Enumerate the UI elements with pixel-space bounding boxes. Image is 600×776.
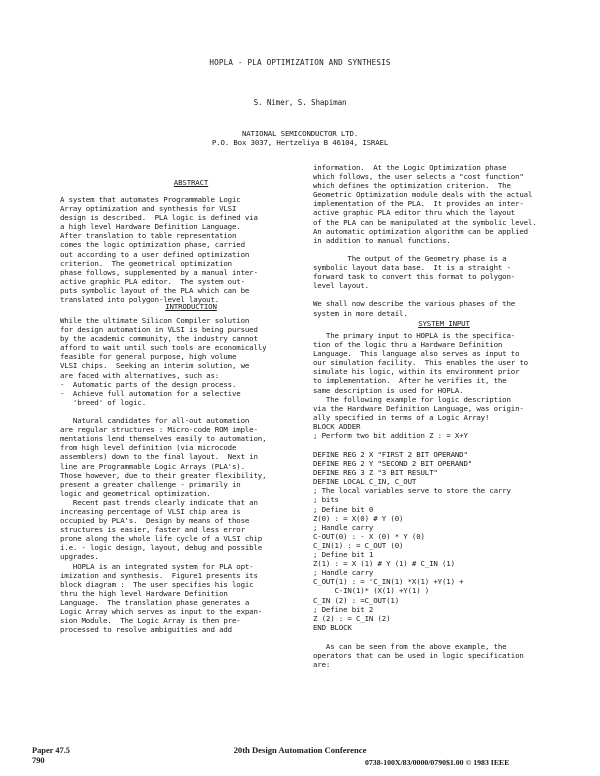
introduction-line: Natural candidates for all-out automation xyxy=(60,416,250,426)
right-bottom-text xyxy=(313,642,575,669)
right-top-line xyxy=(313,245,575,254)
code-line: DEFINE REG 2 Y "SECOND 2 BIT OPERAND" xyxy=(313,459,473,469)
code-line: C_IN (2) : =C_OUT(1) xyxy=(313,595,399,605)
affiliation-line-2: P.O. Box 3037, Hertzeliya B 46104, ISRAEL xyxy=(211,138,389,148)
introduction-line: - Achieve full automation for a selective xyxy=(60,388,241,398)
system-input-line: same description is used for HOPLA. xyxy=(313,385,464,395)
introduction-line: HOPLA is an integrated system for PLA opt- xyxy=(60,561,254,571)
affiliation-block xyxy=(0,129,600,148)
paper-number-block xyxy=(32,746,70,766)
introduction-line: mentations lend themselves easily to automation, xyxy=(60,434,267,444)
introduction-line: are faced with alternatives, such as: xyxy=(60,370,220,380)
code-line: DEFINE REG 2 X "FIRST 2 BIT OPERAND" xyxy=(313,450,468,459)
abstract-line: Array optimization and synthesis for VLSI xyxy=(60,204,237,214)
system-input-heading: SYSTEM INPUT xyxy=(418,319,470,328)
right-top-line: forward task to convert this format to polygon- xyxy=(313,272,516,282)
system-input-line: our simulation facility. This enables the user to xyxy=(313,358,528,368)
system-input-line: BLOCK ADDER xyxy=(313,421,361,431)
introduction-line: - Automatic parts of the design process. xyxy=(60,379,237,389)
introduction-line: processed to resolve ambiguities and add xyxy=(60,625,232,635)
right-top-line: An automatic optimization algorithm can be applied xyxy=(313,226,528,236)
abstract-line: out according to a user defined optimization xyxy=(60,249,250,259)
right-top-line: which follows, the user selects a "cost function" xyxy=(313,172,524,182)
code-line: END BLOCK xyxy=(313,622,352,632)
right-top-line: which defines the optimization criterion. The xyxy=(313,181,511,191)
right-top-line: information. At the Logic Optimization phase xyxy=(313,163,507,172)
code-line: ; Handle carry xyxy=(313,522,374,532)
code-line: ; The local variables serve to store the carry xyxy=(313,486,511,496)
right-top-line: We shall now describe the various phases of the xyxy=(313,299,516,309)
abstract-line: a high level Hardware Definition Language. xyxy=(60,222,241,232)
right-bottom-line: are: xyxy=(313,660,331,670)
abstract-line: After translation to table representation xyxy=(60,231,237,241)
paper-number: Paper 47.5 xyxy=(32,746,70,755)
code-line: ; Define bit 2 xyxy=(313,604,374,614)
abstract-line: phase follows, supplemented by a manual inter- xyxy=(60,267,258,277)
introduction-line: Those however, due to their greater flexibility, xyxy=(60,470,267,480)
introduction-line: Language. The translation phase generates a xyxy=(60,597,250,607)
introduction-line: assemblers) down to the final layout. Next in xyxy=(60,452,258,462)
introduction-line xyxy=(60,407,322,416)
system-input-line: ; Perform two bit addition Z : = X+Y xyxy=(313,431,468,441)
code-line: Z(0) : = X(0) # Y (0) xyxy=(313,513,404,523)
introduction-line: by the academic community, the industry cannot xyxy=(60,334,258,344)
introduction-line: afford to wait until such tools are economically xyxy=(60,343,267,353)
introduction-line: sion Module. The Logic Array is then pre- xyxy=(60,616,241,626)
introduction-line: feasible for general purpose, high volume xyxy=(60,352,237,362)
code-line: C_OUT(1) : = 'C_IN(1) *X(1) +Y(1) + xyxy=(313,577,464,587)
page-number: 790 xyxy=(32,756,45,765)
abstract-line: A system that automates Programmable Logic xyxy=(60,195,241,204)
code-line: C-OUT(0) : - X (0) * Y (0) xyxy=(313,531,425,541)
introduction-line: VLSI chips. Seeking an interim solution, we xyxy=(60,361,250,371)
abstract-line: translated into polygon-level layout. xyxy=(60,295,220,305)
code-line: C_IN(1) : = C_OUT (0) xyxy=(313,540,404,550)
introduction-text xyxy=(60,316,322,634)
introduction-line: imization and synthesis. Figure1 presents its xyxy=(60,570,258,580)
right-top-line xyxy=(313,290,575,299)
introduction-line: logic and geometrical optimization. xyxy=(60,488,211,498)
introduction-line: present a greater challenge - primarily in xyxy=(60,479,241,489)
right-top-line: of the PLA can be manipulated at the symbolic level. xyxy=(313,217,537,227)
right-top-line: Geometric Optimization module deals with the actual xyxy=(313,190,533,200)
introduction-line: While the ultimate Silicon Compiler solution xyxy=(60,316,250,325)
right-top-line: level layout. xyxy=(313,281,369,291)
abstract-line: comes the logic optimization phase, carried xyxy=(60,240,245,250)
introduction-line: i.e. - logic design, layout, debug and possible xyxy=(60,543,263,553)
right-top-line: implementation of the PLA. It provides an inter- xyxy=(313,199,524,209)
affiliation-line-1: NATIONAL SEMICONDUCTOR LTD. xyxy=(241,129,359,138)
paper-authors: S. Nimer, S. Shapiman xyxy=(253,98,347,107)
system-input-line: The following example for logic description xyxy=(313,394,511,404)
introduction-line: are regular structures : Micro-code ROM imple- xyxy=(60,425,258,435)
abstract-line: design is described. PLA logic is defined via xyxy=(60,213,258,223)
code-line: ; bits xyxy=(313,495,339,505)
right-top-text xyxy=(313,163,575,318)
introduction-line: increasing percentage of VLSI chip area is xyxy=(60,506,241,516)
paper-title: HOPLA - PLA OPTIMIZATION AND SYNTHESIS xyxy=(209,58,391,67)
code-line: Z(1) : = X (1) # Y (1) # C_IN (1) xyxy=(313,559,455,569)
introduction-line: block diagram : The user specifies his logic xyxy=(60,579,254,589)
code-line: Z (2) : = C_IN (2) xyxy=(313,613,391,623)
system-input-line: via the Hardware Definition Language, was origin- xyxy=(313,403,524,413)
abstract-heading: ABSTRACT xyxy=(173,178,209,187)
introduction-line: from high level definition (via microcode xyxy=(60,443,237,453)
introduction-line: prone along the whole life cycle of a VLSI chip xyxy=(60,534,263,544)
system-input-line: The primary input to HOPLA is the specifica- xyxy=(313,331,516,340)
right-bottom-line: As can be seen from the above example, the xyxy=(313,642,507,651)
introduction-line: thru the high level Hardware Definition xyxy=(60,588,228,598)
copyright-notice: 0738-100X/83/0000/0790$1.00 © 1983 IEEE xyxy=(365,758,510,767)
code-line: DEFINE LOCAL C_IN, C_OUT xyxy=(313,477,417,487)
abstract-text xyxy=(60,195,322,304)
system-input-line: ally specified in terms of a Logic Array! xyxy=(313,412,490,422)
code-line: DEFINE REG 3 Z "3 BIT RESULT" xyxy=(313,468,438,478)
introduction-line: Recent past trends clearly indicate that an xyxy=(60,497,258,507)
right-top-line: system in more detail. xyxy=(313,308,408,318)
introduction-line: structures is easier, faster and less error xyxy=(60,525,245,535)
system-input-text xyxy=(313,331,575,440)
abstract-line: criterion. The geometrical optimization xyxy=(60,258,232,268)
right-top-line: symbolic layout data base. It is a straight - xyxy=(313,263,511,273)
right-top-line: The output of the Geometry phase is a xyxy=(313,253,507,263)
abstract-line: active graphic PLA editor. The system out- xyxy=(60,276,245,286)
system-input-line: tion of the logic thru a Hardware Definition xyxy=(313,340,503,350)
code-line: C-IN(1)* (X(1) +Y(1) ) xyxy=(313,586,430,596)
introduction-line: Logic Array which serves as input to the expan- xyxy=(60,607,263,616)
hdl-code-listing xyxy=(313,450,575,632)
system-input-line: to implementation. After he verifies it, the xyxy=(313,376,507,386)
introduction-line: 'breed' of logic. xyxy=(60,397,146,407)
system-input-line: simulate his logic, within its environment prior xyxy=(313,367,520,377)
right-bottom-line: operators that can be used in logic specification xyxy=(313,651,524,661)
system-input-line: Language. This language also serves as input to xyxy=(313,349,520,359)
introduction-line: line are Programmable Logic Arrays (PLA's). xyxy=(60,461,245,471)
code-line: ; Define bit 0 xyxy=(313,504,374,514)
code-line: ; Handle carry xyxy=(313,568,374,578)
conference-name: 20th Design Automation Conference xyxy=(233,745,367,755)
code-line: ; Define bit 1 xyxy=(313,550,374,560)
introduction-line: for design automation in VLSI is being pursued xyxy=(60,325,258,335)
right-top-line: active graphic PLA editor thru which the layout xyxy=(313,208,516,218)
introduction-line: upgrades. xyxy=(60,552,99,562)
introduction-line: occupied by PLA's. Design by means of those xyxy=(60,516,250,526)
abstract-line: puts symbolic layout of the PLA which can be xyxy=(60,285,250,295)
right-top-line: in addition to manual functions. xyxy=(313,235,451,245)
introduction-heading: INTRODUCTION xyxy=(165,302,217,311)
